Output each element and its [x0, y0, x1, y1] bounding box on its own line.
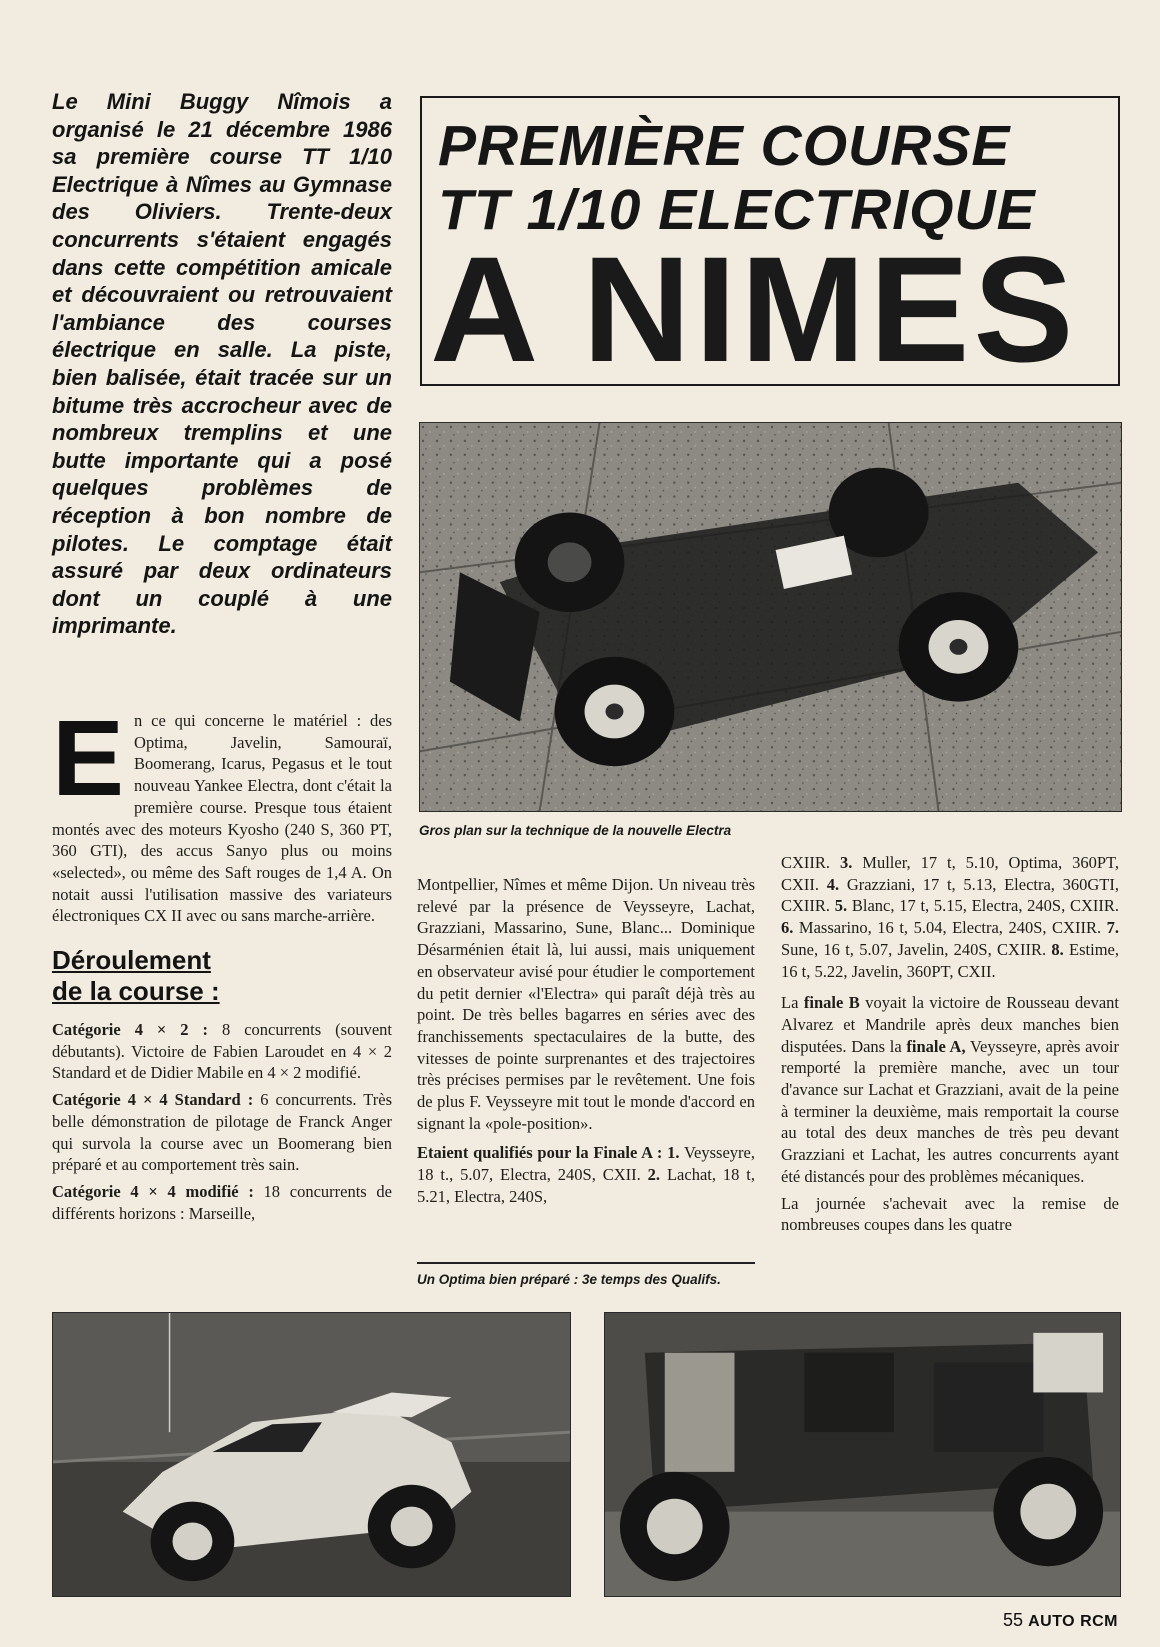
article-title-box — [420, 96, 1120, 386]
finals-text: La — [781, 993, 804, 1013]
section-heading-line-1: Déroulement — [52, 945, 211, 976]
qualifiers-text: Veysseyre, 18 t., 5.07, Electra, 240S, CXII. — [417, 1143, 755, 1185]
category-4x4-modifie — [52, 1181, 392, 1224]
column-3 — [781, 852, 1119, 1241]
photo-caption-middle: Un Optima bien préparé : 3e temps des Qualifs. — [417, 1272, 721, 1287]
photo-caption-top: Gros plan sur la technique de la nouvelle Electra — [419, 823, 732, 838]
section-heading — [52, 945, 392, 1007]
result-number: 5. — [830, 896, 848, 916]
caption-rule — [417, 1262, 755, 1264]
result-number: 3. — [830, 853, 853, 872]
finals-text: voyait la victoire de Rousseau devant Alvarez et Mandrile après deux manches bien disputées. Dans la — [781, 993, 1120, 1056]
photo-optima — [52, 1312, 571, 1597]
category-4x4-modifie-text: 18 concurrents de différents horizons : Marseille, — [52, 1181, 392, 1223]
result-text: Estime, 16 t, 5.22, Javelin, 360PT, CXII. — [781, 939, 1119, 981]
magazine-name: AUTO RCM — [1028, 1613, 1118, 1630]
result-text: Grazziani, 17 t, 5.13, Electra, 360GTI, CXIIR. — [781, 874, 1119, 916]
electra-rear-illustration — [605, 1313, 1120, 1596]
category-4x4-modifie-label: Catégorie 4 × 4 modifié : — [52, 1181, 254, 1201]
results-list — [781, 852, 1119, 982]
intro-paragraph: Le Mini Buggy Nîmois a organisé le 21 décembre 1986 sa première course TT 1/10 Electrique à Nîmes au Gymnase des Oliviers. Trente-deux concurrents s'étaient engagés dans cette compétition amicale et découvraient ou retrouvaient l'ambiance des courses électrique en salle. La piste, bien balisée, était tracée sur un bitume très accrocheur avec de nombreux tremplins et une butte importante qui a posé quelques problèmes de réception à bon nombre de pilotes. Le comptage était assuré par deux ordinateurs dont un couplé à une imprimante. — [52, 89, 392, 639]
col2-paragraph: Montpellier, Nîmes et même Dijon. Un niveau très relevé par la présence de Veysseyre, Lachat, Grazziani, Massarino, Sune, Blanc... Dominique Désarménien était là, lui aussi, mais uniquement en observateur avisé pour étudier le comportement du petit dernier «l'Electra» qui paraît déjà très au point. De très belles bagarres en séries avec des franchissements spectaculaires de la butte, des vitesses de pointe surprenantes et des trajectoires très précises permises par le revêtement. Une fois de plus F. Veysseyre mit tout le monde d'accord en signant la «pole-position». — [417, 875, 755, 1133]
optima-illustration — [53, 1313, 570, 1596]
qualifiers-label: Etaient qualifiés pour la Finale A : 1. — [417, 1143, 680, 1163]
page-folio — [1003, 1610, 1118, 1631]
qualifiers-text-2: Lachat, 18 t, 5.21, Electra, 240S, — [417, 1165, 755, 1206]
page-number: 55 — [1003, 1610, 1024, 1630]
qualifier-number-2: 2. — [640, 1165, 661, 1185]
section-heading-line-2: de la course : — [52, 976, 220, 1007]
finale-a-label: finale A, — [906, 1036, 966, 1056]
category-4x4-standard-text: 6 concurrents. Très belle démonstration de pilotage de Franck Anger qui survola la course avec un Boomerang bien préparé et au comportement très sain. — [52, 1090, 392, 1175]
qualifiers-paragraph — [417, 1142, 755, 1207]
finals-text: Veysseyre, après avoir remporté la première manche, avec un tour d'avance sur Lachat et Grazziani, avait de la peine à terminer la deuxième, mais remportait la course au total des deux manches de très peu devant Grazziani et Lachat, les autres concurrents ayant été distancés pour des problèmes mécaniques. — [781, 1036, 1120, 1186]
category-4x4-standard — [52, 1089, 392, 1176]
result-text: Muller, 17 t, 5.10, Optima, 360PT, CXII. — [781, 853, 1120, 894]
photo-electra-rear — [604, 1312, 1121, 1597]
title-line-1: PREMIÈRE COURSE — [438, 114, 1011, 178]
column-1 — [52, 697, 392, 1229]
photo-electra-chassis — [419, 422, 1122, 812]
category-4x4-standard-label: Catégorie 4 × 4 Standard : — [52, 1090, 254, 1110]
finale-b-label: finale B — [803, 993, 860, 1013]
col1-paragraph: n ce qui concerne le matériel : des Optima, Javelin, Samouraï, Boomerang, Icarus, Pegasus et le tout nouveau Yankee Electra, dont c'était la première course. Presque tous étaient montés avec des moteurs Kyosho (240 S, 360 PT, 360 GTI), des accus Sanyo plus ou moins «selected», ou même des Saft rouges de 1,4 A. On notait aussi l'utilisation massive des variateurs électroniques CX II avec ou sans marche-arrière. — [52, 711, 392, 926]
column-2 — [417, 874, 755, 1213]
result-text: Blanc, 17 t, 5.15, Electra, 240S, CXIIR. — [847, 896, 1119, 916]
category-4x2-label: Catégorie 4 × 2 : — [52, 1020, 209, 1040]
closing-paragraph: La journée s'achevait avec la remise de nombreuses coupes dans les quatre — [781, 1193, 1119, 1235]
category-4x2 — [52, 1019, 392, 1084]
finals-paragraph — [781, 992, 1119, 1187]
title-line-3: A NIMES — [430, 225, 1078, 386]
title-line-2: TT 1/10 ELECTRIQUE — [438, 178, 1036, 242]
result-number: 6. — [781, 918, 794, 938]
result-number: 8. — [1046, 939, 1064, 959]
chassis-illustration — [420, 423, 1121, 811]
result-text: Massarino, 16 t, 5.04, Electra, 240S, CXIIR. — [793, 918, 1102, 938]
category-4x2-text: 8 concurrents (souvent débutants). Victoire de Fabien Laroudet en 4 × 2 Standard et de Didier Mabile en 4 × 2 modifié. — [52, 1020, 392, 1083]
result-number: 4. — [819, 874, 840, 894]
result-text: Sune, 16 t, 5.07, Javelin, 240S, CXIIR. — [781, 939, 1047, 959]
result-text: CXIIR. — [781, 853, 831, 872]
drop-cap: E — [52, 697, 125, 818]
result-number: 7. — [1101, 918, 1119, 938]
